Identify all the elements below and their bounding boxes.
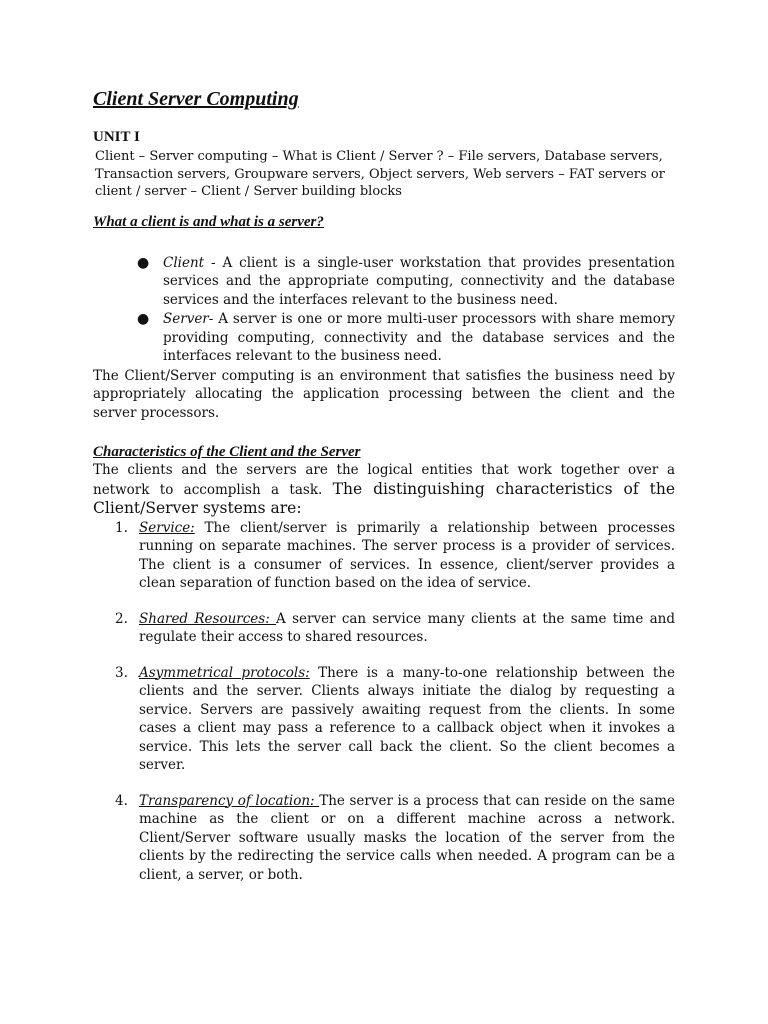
unit-syllabus bbox=[95, 148, 675, 201]
definition-term: Client bbox=[163, 254, 205, 271]
document-title: Client Server Computing bbox=[93, 88, 299, 110]
unit-syllabus-line: client / server – Client / Server building blocks bbox=[95, 184, 402, 199]
characteristic-text: The server is a process that can reside on the same machine as the client or on a different machine across a network. Client/Server software usually masks the location of the server from the clients by the redirecting the service calls when needed. A program can be a client, a server, or both. bbox=[139, 792, 675, 883]
item-number: 2. bbox=[115, 610, 128, 627]
section-heading-client-server: What a client is and what is a server? bbox=[93, 213, 324, 230]
characteristic-item bbox=[115, 792, 675, 885]
definition-term: Server bbox=[163, 311, 209, 327]
characteristic-term: Transparency of location: bbox=[139, 792, 320, 809]
characteristic-term: Service: bbox=[139, 519, 195, 536]
item-number: 1. bbox=[115, 519, 128, 536]
characteristic-term: Asymmetrical protocols: bbox=[139, 664, 310, 681]
item-number: 4. bbox=[115, 792, 128, 809]
definition-item-server bbox=[137, 310, 675, 366]
definition-text: - A client is a single-user workstation that provides presentation services and the appropriate computing, connectivity and the database services and the interfaces relevant to the business need. bbox=[163, 254, 675, 308]
definition-list bbox=[93, 254, 675, 366]
bullet-icon: ● bbox=[137, 311, 150, 327]
characteristics-intro bbox=[93, 461, 675, 519]
characteristic-term: Shared Resources: bbox=[139, 610, 277, 627]
section-heading-characteristics: Characteristics of the Client and the Server bbox=[93, 444, 361, 460]
intro-text-emphasis: The distinguishing characteristics of the Client/Server systems are: bbox=[93, 479, 675, 517]
unit-heading: UNIT I bbox=[93, 129, 140, 145]
unit-syllabus-line: Transaction servers, Groupware servers, Object servers, Web servers – FAT servers or bbox=[95, 166, 665, 182]
body-paragraph: The Client/Server computing is an environment that satisfies the business need by appropriately allocating the application processing between the client and the server processors. bbox=[93, 367, 675, 421]
unit-syllabus-line: Client – Server computing – What is Client / Server ? – File servers, Database servers, bbox=[95, 149, 663, 164]
characteristic-item bbox=[115, 664, 675, 775]
characteristic-text: There is a many-to-one relationship between the clients and the server. Clients always initiate the dialog by requesting a service. Servers are passively awaiting request from the clients. In some cases a client may pass a reference to a callback object when it invokes a service. This lets the server call back the client. So the client becomes a server. bbox=[139, 664, 675, 773]
definition-item-client bbox=[137, 254, 675, 310]
characteristic-text: A server can service many clients at the same time and regulate their access to shared resources. bbox=[139, 610, 675, 645]
intro-text: The clients and the servers are the logical entities that work together over a network to accomplish a task. bbox=[93, 462, 675, 498]
characteristics-list bbox=[93, 519, 675, 885]
characteristic-text: The client/server is primarily a relationship between processes running on separate machines. The server process is a provider of services. The client is a consumer of services. In essence, client/server provides a clean separation of function based on the idea of service. bbox=[139, 519, 675, 591]
bullet-icon: ● bbox=[137, 254, 150, 271]
item-number: 3. bbox=[115, 664, 128, 681]
characteristic-item bbox=[115, 519, 675, 593]
characteristic-item bbox=[115, 610, 675, 647]
definition-text: - A server is one or more multi-user processors with share memory providing computing, connectivity and the database services and the interfaces relevant to the business need. bbox=[163, 311, 675, 364]
